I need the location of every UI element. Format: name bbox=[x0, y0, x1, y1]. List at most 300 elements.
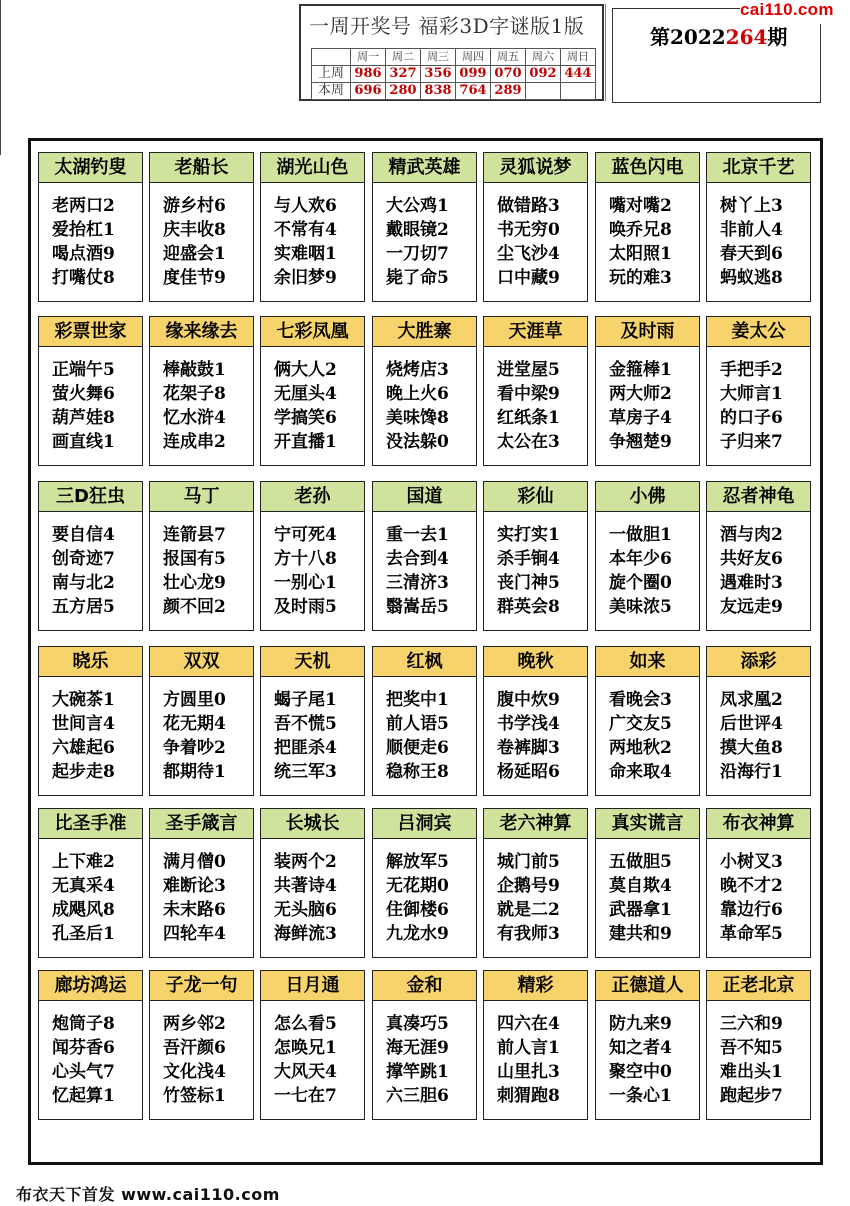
weekly-results-title: 一周开奖号 福彩3D字谜版1版 bbox=[309, 14, 585, 38]
riddle-line: 装两个2 bbox=[274, 852, 337, 872]
riddle-line: 连箭县7 bbox=[163, 525, 226, 545]
riddle-author: 红枫 bbox=[373, 647, 476, 677]
riddle-lines bbox=[52, 194, 144, 290]
riddle-line: 尘飞沙4 bbox=[497, 244, 560, 264]
riddle-line: 心头气7 bbox=[52, 1062, 115, 1082]
riddle-author: 灵狐说梦 bbox=[484, 153, 587, 183]
riddle-cell bbox=[483, 808, 588, 958]
riddle-line: 方圆里0 bbox=[163, 690, 226, 710]
riddle-author: 三D狂虫 bbox=[39, 482, 142, 512]
riddle-line: 书学浅4 bbox=[497, 714, 560, 734]
day-header: 周三 bbox=[421, 49, 456, 66]
riddle-author: 老六神算 bbox=[484, 809, 587, 839]
riddle-line: 开直播1 bbox=[274, 432, 337, 452]
riddle-line: 酒与肉2 bbox=[720, 525, 783, 545]
riddle-line: 五做胆5 bbox=[609, 852, 672, 872]
riddle-line: 四轮车4 bbox=[163, 924, 226, 944]
riddle-cell bbox=[372, 970, 477, 1120]
riddle-line: 解放军5 bbox=[386, 852, 449, 872]
day-header: 周一 bbox=[351, 49, 386, 66]
riddle-author: 老孙 bbox=[261, 482, 364, 512]
day-header: 周五 bbox=[491, 49, 526, 66]
riddle-cell bbox=[595, 646, 700, 796]
riddle-line: 俩大人2 bbox=[274, 360, 337, 380]
riddle-line: 两乡邻2 bbox=[163, 1014, 226, 1034]
riddle-line: 前人言1 bbox=[497, 1038, 560, 1058]
riddle-line: 喝点酒9 bbox=[52, 244, 115, 264]
riddle-lines bbox=[720, 1012, 812, 1108]
riddle-lines bbox=[274, 358, 366, 454]
riddle-lines bbox=[163, 358, 255, 454]
riddle-cell bbox=[38, 808, 143, 958]
riddle-line: 凤求凰2 bbox=[720, 690, 783, 710]
riddle-line: 唤乔兄8 bbox=[609, 220, 672, 240]
header-divider bbox=[605, 4, 606, 101]
riddle-author: 湖光山色 bbox=[261, 153, 364, 183]
issue-suffix: 期 bbox=[767, 25, 788, 49]
riddle-line: 吾不慌5 bbox=[274, 714, 337, 734]
riddle-line: 遇难时3 bbox=[720, 573, 783, 593]
riddle-line: 一别心1 bbox=[274, 573, 337, 593]
riddle-cell bbox=[372, 152, 477, 302]
riddle-author: 精彩 bbox=[484, 971, 587, 1001]
day-header: 周四 bbox=[456, 49, 491, 66]
riddle-lines bbox=[386, 688, 478, 784]
riddle-line: 把奖中1 bbox=[386, 690, 449, 710]
riddle-line: 一刀切7 bbox=[386, 244, 449, 264]
riddle-line: 进堂屋5 bbox=[497, 360, 560, 380]
riddle-line: 棒敲鼓1 bbox=[163, 360, 226, 380]
riddle-line: 三六和9 bbox=[720, 1014, 783, 1034]
riddle-cell bbox=[372, 646, 477, 796]
riddle-author: 吕洞宾 bbox=[373, 809, 476, 839]
riddle-lines bbox=[163, 194, 255, 290]
draw-number: 099 bbox=[456, 66, 491, 83]
riddle-cell bbox=[260, 970, 365, 1120]
riddle-line: 腹中炊9 bbox=[497, 690, 560, 710]
draw-number: 280 bbox=[386, 83, 421, 100]
riddle-cell bbox=[149, 481, 254, 631]
issue-label bbox=[650, 21, 787, 50]
riddle-line: 嘴对嘴2 bbox=[609, 196, 672, 216]
riddle-lines bbox=[386, 194, 478, 290]
riddle-author: 缘来缘去 bbox=[150, 317, 253, 347]
riddle-cell bbox=[706, 152, 811, 302]
riddle-line: 把匪杀4 bbox=[274, 738, 337, 758]
riddle-line: 实打实1 bbox=[497, 525, 560, 545]
riddle-lines bbox=[497, 688, 589, 784]
riddle-line: 太阳照1 bbox=[609, 244, 672, 264]
riddle-line: 海无涯9 bbox=[386, 1038, 449, 1058]
riddle-line: 太公在3 bbox=[497, 432, 560, 452]
draw-number: 356 bbox=[421, 66, 456, 83]
riddle-lines bbox=[497, 194, 589, 290]
riddle-cell bbox=[38, 481, 143, 631]
riddle-line: 满月僧0 bbox=[163, 852, 226, 872]
riddle-line: 庆丰收8 bbox=[163, 220, 226, 240]
riddle-line: 撑竿跳1 bbox=[386, 1062, 449, 1082]
draw-number: 070 bbox=[491, 66, 526, 83]
riddle-author: 马丁 bbox=[150, 482, 253, 512]
riddle-line: 学搞笑6 bbox=[274, 408, 337, 428]
riddle-line: 无厘头4 bbox=[274, 384, 337, 404]
riddle-line: 沿海行1 bbox=[720, 762, 783, 782]
riddle-line: 跑起步7 bbox=[720, 1086, 783, 1106]
riddle-line: 毙了命5 bbox=[386, 268, 449, 288]
riddle-line: 看晚会3 bbox=[609, 690, 672, 710]
draw-number: 289 bbox=[491, 83, 526, 100]
riddle-line: 海鲜流3 bbox=[274, 924, 337, 944]
riddle-line: 吾汗颜6 bbox=[163, 1038, 226, 1058]
riddle-line: 创奇迹7 bbox=[52, 549, 115, 569]
riddle-line: 四六在4 bbox=[497, 1014, 560, 1034]
riddle-cell bbox=[38, 152, 143, 302]
riddle-author: 长城长 bbox=[261, 809, 364, 839]
draw-number bbox=[561, 83, 596, 100]
riddle-line: 文化浅4 bbox=[163, 1062, 226, 1082]
riddle-lines bbox=[497, 1012, 589, 1108]
riddle-line: 大碗茶1 bbox=[52, 690, 115, 710]
riddle-line: 本年少6 bbox=[609, 549, 672, 569]
riddle-line: 城门前5 bbox=[497, 852, 560, 872]
riddle-lines bbox=[720, 688, 812, 784]
riddle-author: 金和 bbox=[373, 971, 476, 1001]
riddle-line: 报国有5 bbox=[163, 549, 226, 569]
riddle-line: 两地秋2 bbox=[609, 738, 672, 758]
riddle-line: 老两口2 bbox=[52, 196, 115, 216]
riddle-line: 六三胆6 bbox=[386, 1086, 449, 1106]
riddle-line: 世间言4 bbox=[52, 714, 115, 734]
riddle-author: 天机 bbox=[261, 647, 364, 677]
riddle-line: 成飓风8 bbox=[52, 900, 115, 920]
riddle-author: 小佛 bbox=[596, 482, 699, 512]
riddle-lines bbox=[609, 688, 701, 784]
riddle-board bbox=[28, 138, 823, 1165]
riddle-line: 顺便走6 bbox=[386, 738, 449, 758]
riddle-line: 爱抬杠1 bbox=[52, 220, 115, 240]
last-week-label: 上周 bbox=[312, 66, 351, 83]
riddle-line: 葫芦娃8 bbox=[52, 408, 115, 428]
riddle-author: 七彩凤凰 bbox=[261, 317, 364, 347]
riddle-line: 画直线1 bbox=[52, 432, 115, 452]
riddle-line: 大风天4 bbox=[274, 1062, 337, 1082]
riddle-line: 非前人4 bbox=[720, 220, 783, 240]
riddle-line: 广交友5 bbox=[609, 714, 672, 734]
riddle-line: 玩的难3 bbox=[609, 268, 672, 288]
riddle-cell bbox=[260, 808, 365, 958]
riddle-line: 一做胆1 bbox=[609, 525, 672, 545]
riddle-cell bbox=[260, 316, 365, 466]
riddle-author: 如来 bbox=[596, 647, 699, 677]
corner-cell bbox=[312, 49, 351, 66]
riddle-line: 余旧梦9 bbox=[274, 268, 337, 288]
day-header-row bbox=[312, 49, 596, 66]
riddle-line: 怎唤兄1 bbox=[274, 1038, 337, 1058]
riddle-lines bbox=[720, 194, 812, 290]
riddle-line: 度佳节9 bbox=[163, 268, 226, 288]
riddle-lines bbox=[609, 1012, 701, 1108]
riddle-line: 闻芬香6 bbox=[52, 1038, 115, 1058]
riddle-line: 一条心1 bbox=[609, 1086, 672, 1106]
riddle-author: 晚秋 bbox=[484, 647, 587, 677]
riddle-line: 革命军5 bbox=[720, 924, 783, 944]
draw-number: 092 bbox=[526, 66, 561, 83]
riddle-lines bbox=[274, 688, 366, 784]
riddle-line: 三清济3 bbox=[386, 573, 449, 593]
riddle-author: 国道 bbox=[373, 482, 476, 512]
weekly-results-table bbox=[311, 48, 596, 100]
riddle-author: 精武英雄 bbox=[373, 153, 476, 183]
riddle-line: 丧门神5 bbox=[497, 573, 560, 593]
riddle-line: 都期待1 bbox=[163, 762, 226, 782]
riddle-cell bbox=[706, 316, 811, 466]
riddle-cell bbox=[149, 808, 254, 958]
riddle-line: 不常有4 bbox=[274, 220, 337, 240]
riddle-line: 群英会8 bbox=[497, 597, 560, 617]
riddle-cell bbox=[706, 970, 811, 1120]
riddle-lines bbox=[720, 850, 812, 946]
day-header: 周日 bbox=[561, 49, 596, 66]
riddle-line: 稳称王8 bbox=[386, 762, 449, 782]
riddle-lines bbox=[497, 850, 589, 946]
riddle-line: 及时雨5 bbox=[274, 597, 337, 617]
riddle-line: 命来取4 bbox=[609, 762, 672, 782]
riddle-line: 蚂蚁逃8 bbox=[720, 268, 783, 288]
riddle-line: 宁可死4 bbox=[274, 525, 337, 545]
riddle-cell bbox=[372, 481, 477, 631]
riddle-line: 建共和9 bbox=[609, 924, 672, 944]
riddle-author: 廊坊鸿运 bbox=[39, 971, 142, 1001]
riddle-author: 及时雨 bbox=[596, 317, 699, 347]
riddle-author: 北京千艺 bbox=[707, 153, 810, 183]
riddle-cell bbox=[595, 316, 700, 466]
riddle-line: 壮心龙9 bbox=[163, 573, 226, 593]
riddle-cell bbox=[260, 152, 365, 302]
riddle-line: 难出头1 bbox=[720, 1062, 783, 1082]
riddle-line: 有我师3 bbox=[497, 924, 560, 944]
riddle-line: 书无穷0 bbox=[497, 220, 560, 240]
site-logo: cai110.com bbox=[740, 0, 850, 24]
riddle-line: 后世评4 bbox=[720, 714, 783, 734]
riddle-cell bbox=[706, 646, 811, 796]
riddle-line: 友远走9 bbox=[720, 597, 783, 617]
riddle-line: 旋个圈0 bbox=[609, 573, 672, 593]
riddle-line: 争着吵2 bbox=[163, 738, 226, 758]
riddle-cell bbox=[372, 316, 477, 466]
riddle-line: 前人语5 bbox=[386, 714, 449, 734]
riddle-lines bbox=[274, 850, 366, 946]
riddle-lines bbox=[386, 1012, 478, 1108]
riddle-lines bbox=[163, 523, 255, 619]
riddle-lines bbox=[52, 1012, 144, 1108]
riddle-line: 草房子4 bbox=[609, 408, 672, 428]
riddle-line: 实难咽1 bbox=[274, 244, 337, 264]
riddle-lines bbox=[52, 523, 144, 619]
riddle-author: 子龙一句 bbox=[150, 971, 253, 1001]
riddle-line: 忆起算1 bbox=[52, 1086, 115, 1106]
day-header: 周二 bbox=[386, 49, 421, 66]
riddle-author: 天涯草 bbox=[484, 317, 587, 347]
riddle-line: 连成串2 bbox=[163, 432, 226, 452]
riddle-author: 蓝色闪电 bbox=[596, 153, 699, 183]
riddle-line: 上下难2 bbox=[52, 852, 115, 872]
riddle-line: 两大师2 bbox=[609, 384, 672, 404]
riddle-cell bbox=[149, 152, 254, 302]
riddle-line: 武器拿1 bbox=[609, 900, 672, 920]
riddle-line: 竹签标1 bbox=[163, 1086, 226, 1106]
riddle-line: 树丫上3 bbox=[720, 196, 783, 216]
riddle-author: 老船长 bbox=[150, 153, 253, 183]
riddle-cell bbox=[595, 481, 700, 631]
riddle-line: 口中藏9 bbox=[497, 268, 560, 288]
riddle-line: 子归来7 bbox=[720, 432, 783, 452]
riddle-line: 山里扎3 bbox=[497, 1062, 560, 1082]
riddle-lines bbox=[497, 358, 589, 454]
riddle-line: 防九来9 bbox=[609, 1014, 672, 1034]
riddle-cell bbox=[38, 646, 143, 796]
riddle-author: 忍者神龟 bbox=[707, 482, 810, 512]
riddle-lines bbox=[609, 194, 701, 290]
riddle-cell bbox=[38, 316, 143, 466]
riddle-author: 姜太公 bbox=[707, 317, 810, 347]
riddle-line: 炮筒子8 bbox=[52, 1014, 115, 1034]
riddle-lines bbox=[386, 358, 478, 454]
riddle-line: 迎盛会1 bbox=[163, 244, 226, 264]
riddle-line: 正端午5 bbox=[52, 360, 115, 380]
riddle-lines bbox=[274, 523, 366, 619]
riddle-line: 统三军3 bbox=[274, 762, 337, 782]
draw-number: 696 bbox=[351, 83, 386, 100]
riddle-cell bbox=[595, 152, 700, 302]
riddle-line: 争翘楚9 bbox=[609, 432, 672, 452]
riddle-lines bbox=[386, 523, 478, 619]
riddle-line: 与人欢6 bbox=[274, 196, 337, 216]
riddle-line: 烧烤店3 bbox=[386, 360, 449, 380]
riddle-lines bbox=[386, 850, 478, 946]
riddle-author: 彩票世家 bbox=[39, 317, 142, 347]
riddle-cell bbox=[483, 316, 588, 466]
riddle-line: 一七在7 bbox=[274, 1086, 337, 1106]
riddle-line: 五方居5 bbox=[52, 597, 115, 617]
riddle-line: 九龙水9 bbox=[386, 924, 449, 944]
riddle-line: 南与北2 bbox=[52, 573, 115, 593]
riddle-cell bbox=[260, 481, 365, 631]
riddle-line: 游乡村6 bbox=[163, 196, 226, 216]
riddle-line: 的口子6 bbox=[720, 408, 783, 428]
riddle-line: 大公鸡1 bbox=[386, 196, 449, 216]
riddle-line: 孔圣后1 bbox=[52, 924, 115, 944]
riddle-line: 杨延昭6 bbox=[497, 762, 560, 782]
footer-credit: 布衣天下首发 www.cai110.com bbox=[16, 1185, 280, 1204]
riddle-line: 共著诗4 bbox=[274, 876, 337, 896]
riddle-line: 知之者4 bbox=[609, 1038, 672, 1058]
riddle-cell bbox=[149, 970, 254, 1120]
last-week-row bbox=[312, 66, 596, 83]
this-week-label: 本周 bbox=[312, 83, 351, 100]
riddle-line: 方十八8 bbox=[274, 549, 337, 569]
draw-number: 838 bbox=[421, 83, 456, 100]
riddle-cell bbox=[483, 152, 588, 302]
riddle-line: 大师言1 bbox=[720, 384, 783, 404]
riddle-cell bbox=[260, 646, 365, 796]
riddle-lines bbox=[52, 850, 144, 946]
riddle-author: 大胜寨 bbox=[373, 317, 476, 347]
riddle-line: 莫自欺4 bbox=[609, 876, 672, 896]
riddle-author: 晓乐 bbox=[39, 647, 142, 677]
riddle-cell bbox=[706, 808, 811, 958]
riddle-line: 无头脑6 bbox=[274, 900, 337, 920]
riddle-lines bbox=[720, 358, 812, 454]
riddle-author: 真实谎言 bbox=[596, 809, 699, 839]
riddle-line: 无真采4 bbox=[52, 876, 115, 896]
riddle-line: 难断论3 bbox=[163, 876, 226, 896]
riddle-lines bbox=[163, 688, 255, 784]
riddle-line: 真凑巧5 bbox=[386, 1014, 449, 1034]
riddle-line: 杀手锏4 bbox=[497, 549, 560, 569]
weekly-results-box bbox=[299, 4, 604, 101]
issue-prefix: 第2022 bbox=[650, 25, 726, 49]
riddle-line: 看中梁9 bbox=[497, 384, 560, 404]
issue-number: 264 bbox=[725, 25, 768, 49]
riddle-line: 未末路6 bbox=[163, 900, 226, 920]
riddle-line: 美味浓5 bbox=[609, 597, 672, 617]
riddle-lines bbox=[609, 358, 701, 454]
riddle-lines bbox=[52, 688, 144, 784]
riddle-line: 靠边行6 bbox=[720, 900, 783, 920]
riddle-line: 卷裤脚3 bbox=[497, 738, 560, 758]
riddle-author: 布衣神算 bbox=[707, 809, 810, 839]
riddle-line: 摸大鱼8 bbox=[720, 738, 783, 758]
riddle-line: 刺猬跑8 bbox=[497, 1086, 560, 1106]
riddle-line: 重一去1 bbox=[386, 525, 449, 545]
riddle-author: 比圣手准 bbox=[39, 809, 142, 839]
riddle-line: 吾不知5 bbox=[720, 1038, 783, 1058]
riddle-cell bbox=[372, 808, 477, 958]
riddle-lines bbox=[609, 850, 701, 946]
riddle-cell bbox=[149, 316, 254, 466]
riddle-line: 花无期4 bbox=[163, 714, 226, 734]
draw-number: 986 bbox=[351, 66, 386, 83]
draw-number: 764 bbox=[456, 83, 491, 100]
riddle-line: 金箍棒1 bbox=[609, 360, 672, 380]
riddle-line: 怎么看5 bbox=[274, 1014, 337, 1034]
riddle-cell bbox=[149, 646, 254, 796]
riddle-cell bbox=[595, 970, 700, 1120]
riddle-lines bbox=[720, 523, 812, 619]
riddle-line: 无花期0 bbox=[386, 876, 449, 896]
riddle-line: 戴眼镜2 bbox=[386, 220, 449, 240]
riddle-author: 日月通 bbox=[261, 971, 364, 1001]
riddle-line: 做错路3 bbox=[497, 196, 560, 216]
riddle-line: 起步走8 bbox=[52, 762, 115, 782]
riddle-cell bbox=[706, 481, 811, 631]
riddle-line: 晚上火6 bbox=[386, 384, 449, 404]
riddle-line: 企鹅号9 bbox=[497, 876, 560, 896]
riddle-line: 红纸条1 bbox=[497, 408, 560, 428]
riddle-cell bbox=[38, 970, 143, 1120]
riddle-author: 太湖钓叟 bbox=[39, 153, 142, 183]
riddle-line: 共好友6 bbox=[720, 549, 783, 569]
riddle-lines bbox=[274, 1012, 366, 1108]
riddle-line: 六雄起6 bbox=[52, 738, 115, 758]
draw-number bbox=[526, 83, 561, 100]
riddle-lines bbox=[274, 194, 366, 290]
riddle-line: 春天到6 bbox=[720, 244, 783, 264]
riddle-lines bbox=[163, 850, 255, 946]
riddle-lines bbox=[163, 1012, 255, 1108]
riddle-lines bbox=[497, 523, 589, 619]
riddle-line: 萤火舞6 bbox=[52, 384, 115, 404]
